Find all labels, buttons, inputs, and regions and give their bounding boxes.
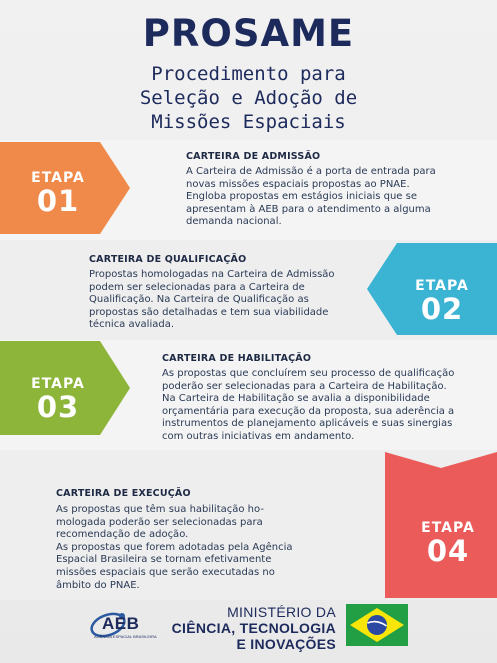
stage-4-body [56,504,336,592]
subtitle-line-2: Seleção e Adoção de [139,87,358,109]
stage-4-number: 04 [426,534,470,568]
stage-4-tag [400,520,496,566]
stage-2-body [89,269,364,332]
stage-3-line: As propostas que concluírem seu processo de qualificação [162,368,455,379]
aeb-logo [88,604,158,648]
stage-3-line: poderão ser selecionadas para a Carteira de Habilitação. [162,380,447,392]
ministry-line-1: MINISTÉRIO DA [227,604,336,620]
aeb-logo-text: AEB [102,614,140,633]
stage-3-title: CARTEIRA DE HABILITAÇÃO [162,353,312,364]
stage-1-body [186,166,486,229]
stage-1-line: novas missões espaciais propostas ao PNAE. [186,178,410,190]
stage-3-tag [6,376,110,422]
stage-4-line: As propostas que forem adotadas pela Agência [56,541,293,553]
stage-4-label: ETAPA [421,520,475,536]
stage-3-line: Na Carteira de Habilitação se avalia a disponibilidade [162,393,430,405]
stage-4-line: missões espaciais que serão executadas no [56,566,275,578]
subtitle-line-3: Missões Espaciais [151,111,346,133]
stage-1-line: apresentam à AEB para o atendimento a alguma [186,203,431,215]
stage-2-line: Qualificação. Na Carteira de Qualificação as [89,294,309,306]
stage-2-tag [390,278,494,324]
stage-1-number: 01 [36,184,80,218]
stage-3-label: ETAPA [31,376,85,392]
stage-4-line: recomendação de adoção. [56,529,189,541]
ministry-line-3: E INOVAÇÕES [236,636,336,652]
stage-4-line: Espacial Brasileira se tornam efetivamente [56,554,272,566]
brazil-flag-icon [346,604,408,646]
stage-3-body [162,368,492,444]
stage-2-number: 02 [420,292,464,326]
ministry-line-2: CIÊNCIA, TECNOLOGIA [171,620,336,636]
stage-3-number: 03 [36,390,80,424]
stage-2-line: técnica avaliada. [89,319,175,331]
stage-4-line: As propostas que têm sua habilitação ho- [56,504,264,515]
stage-3-line: orçamentária para execução da proposta, sua aderência a [162,405,455,417]
ministry-name [166,604,336,652]
stage-2-line: Propostas homologadas na Carteira de Admissão [89,269,335,280]
stage-1-tag [6,170,110,216]
stage-2-line: propostas são detalhadas e tem sua viabilidade [89,306,329,318]
stage-4-title: CARTEIRA DE EXECUÇÃO [56,488,191,499]
stage-3-line: instrumentos de planejamento aplicáveis e suas sinergias [162,418,453,430]
aeb-logo-subtitle: AGÊNCIA ESPACIAL BRASILEIRA [94,634,157,639]
subtitle-line-1: Procedimento para [151,63,346,85]
stage-1-title: CARTEIRA DE ADMISSÃO [186,151,321,162]
prosame-logo: PROSAME [142,12,355,55]
stage-4-line: âmbito do PNAE. [56,579,140,591]
stage-1-label: ETAPA [31,170,85,186]
stage-1-line: A Carteira de Admissão é a porta de entrada para [186,166,436,177]
stage-4-line: mologada poderão ser selecionadas para [56,516,263,528]
stage-1-line: Engloba propostas em estágios iniciais que se [186,191,417,203]
stage-1-line: demanda nacional. [186,216,282,228]
stage-2-label: ETAPA [415,278,469,294]
stage-2-line: podem ser selecionadas para a Carteira de [89,281,305,293]
stage-3-line: com outras iniciativas em andamento. [162,430,355,442]
stage-2-title: CARTEIRA DE QUALIFICAÇÃO [89,254,247,265]
